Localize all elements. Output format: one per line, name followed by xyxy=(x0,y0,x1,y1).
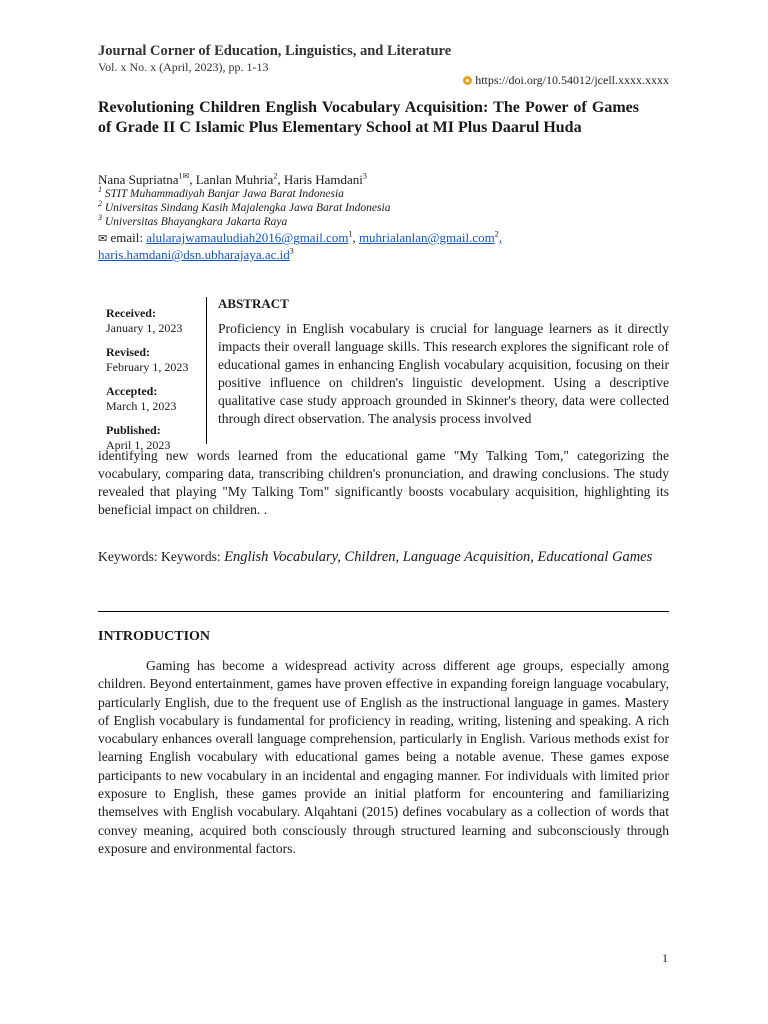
affiliation-1 xyxy=(98,185,344,200)
author-2: , Lanlan Muhria xyxy=(189,172,274,187)
email-3-sup: 3 xyxy=(289,246,294,256)
email-1-sup: 1 xyxy=(348,229,353,239)
author-1-sup: 1✉ xyxy=(178,171,190,181)
volume-info: Vol. x No. x (April, 2023), pp. 1-13 xyxy=(98,60,269,74)
affiliation-1-text: STIT Muhammadiyah Banjar Jawa Barat Indonesia xyxy=(104,188,344,200)
page-number: 1 xyxy=(662,951,668,965)
email-link-2[interactable]: muhrialanlan@gmail.com xyxy=(358,230,495,245)
author-list xyxy=(98,172,367,188)
accepted-date: March 1, 2023 xyxy=(106,399,177,413)
email-link-1[interactable]: alularajwamauludiah2016@gmail.com xyxy=(146,230,349,245)
email-label: email: xyxy=(110,230,143,245)
abstract-text-part1: Proficiency in English vocabulary is crucial for language learners as it directly impacts their overall language skills. This research explores the significant role of educational games in enhancing English vocabulary acquisition, focusing on their positive influence on children's linguistic development. Using a descriptive qualitative case study approach grounded in Skinner's theory, data were collected through direct observation. The analysis process involved xyxy=(218,321,669,426)
email-link-3[interactable]: haris.hamdani@dsn.ubharajaya.ac.id xyxy=(98,247,290,262)
introduction-heading: INTRODUCTION xyxy=(98,629,211,644)
paper-title: Revolutioning Children English Vocabulary Acquisition: The Power of Games of Grade II C Islamic Plus Elementary School at MI Plus Daarul Huda xyxy=(98,99,639,136)
accepted-label: Accepted: xyxy=(106,384,158,398)
article-dates xyxy=(106,304,206,462)
keywords-terms: English Vocabulary, Children, Language Acquisition, Educational Games xyxy=(224,549,653,565)
doi-text[interactable]: https://doi.org/10.54012/jcell.xxxx.xxxx xyxy=(475,73,669,87)
published-label: Published: xyxy=(106,423,161,437)
email-comma: , xyxy=(498,230,502,245)
affiliation-2-text: Universitas Sindang Kasih Majalengka Jawa Barat Indonesia xyxy=(104,202,391,214)
abstract-text-part2: identifying new words learned from the educational game "My Talking Tom," categorizing the vocabulary, comparing data, transcribing children's pronunciation, and drawing conclusions. The study revealed that playing "My Talking Tom" significantly boosts vocabulary acquisition, highlighting its beneficial impact on children. . xyxy=(98,448,669,517)
envelope-icon: ✉ xyxy=(98,233,108,245)
author-3: , Haris Hamdani xyxy=(277,172,363,187)
doi-icon xyxy=(463,76,472,85)
received-label: Received: xyxy=(106,306,156,320)
revised-label: Revised: xyxy=(106,345,150,359)
affiliation-3 xyxy=(98,213,288,228)
affiliation-2 xyxy=(98,199,391,214)
affiliation-3-sup: 3 xyxy=(98,213,102,223)
journal-name: Journal Corner of Education, Linguistics, and Literature xyxy=(98,43,452,59)
keywords-label: Keywords: Keywords: xyxy=(98,549,221,564)
affiliation-2-sup: 2 xyxy=(98,199,102,209)
author-3-sup: 3 xyxy=(362,171,367,181)
dates-divider xyxy=(206,297,207,444)
email-block: ✉ email: alularajwamauludiah2016@gmail.com$^1$, muhrialanlan@gmail.com$^2$, $haris.hamdani@dsn.ubharajaya.ac.id^3$ xyxy=(98,229,502,262)
affiliation-1-sup: 1 xyxy=(98,185,102,195)
published-date: April 1, 2023 xyxy=(106,438,171,452)
affiliation-3-text: Universitas Bhayangkara Jakarta Raya xyxy=(104,216,288,228)
revised-date: February 1, 2023 xyxy=(106,360,189,374)
doi-link[interactable] xyxy=(463,73,669,88)
email-2-sup: 2 xyxy=(494,229,499,239)
received-date: January 1, 2023 xyxy=(106,321,183,335)
author-1: Nana Supriatna xyxy=(98,172,179,187)
author-2-sup: 2 xyxy=(273,171,278,181)
introduction-text: Gaming has become a widespread activity across different age groups, especially among children. Beyond entertainment, games have proven effective in expanding foreign language vocabulary, particularly English, due to the frequent use of English as the instructional language in games. Mastery of English vocabulary is fundamental for proficiency in reading, writing, listening and speaking. A rich vocabulary enhances overall language comprehension, particularly in English. Various methods exist for learning English vocabulary with educational games being a notable avenue. These games expose participants to new vocabulary in an incidental and engaging manner. For individuals with limited prior exposure to English, these games provide an initial platform for encountering and familiarizing themselves with English vocabulary. Alqahtani (2015) defines vocabulary as a collection of words that convey meaning, acquired both consciously through structured learning and subconsciously through exposure and environmental factors. xyxy=(98,658,669,856)
abstract-heading: ABSTRACT xyxy=(218,296,289,311)
keywords xyxy=(98,548,669,566)
section-divider xyxy=(98,611,669,612)
